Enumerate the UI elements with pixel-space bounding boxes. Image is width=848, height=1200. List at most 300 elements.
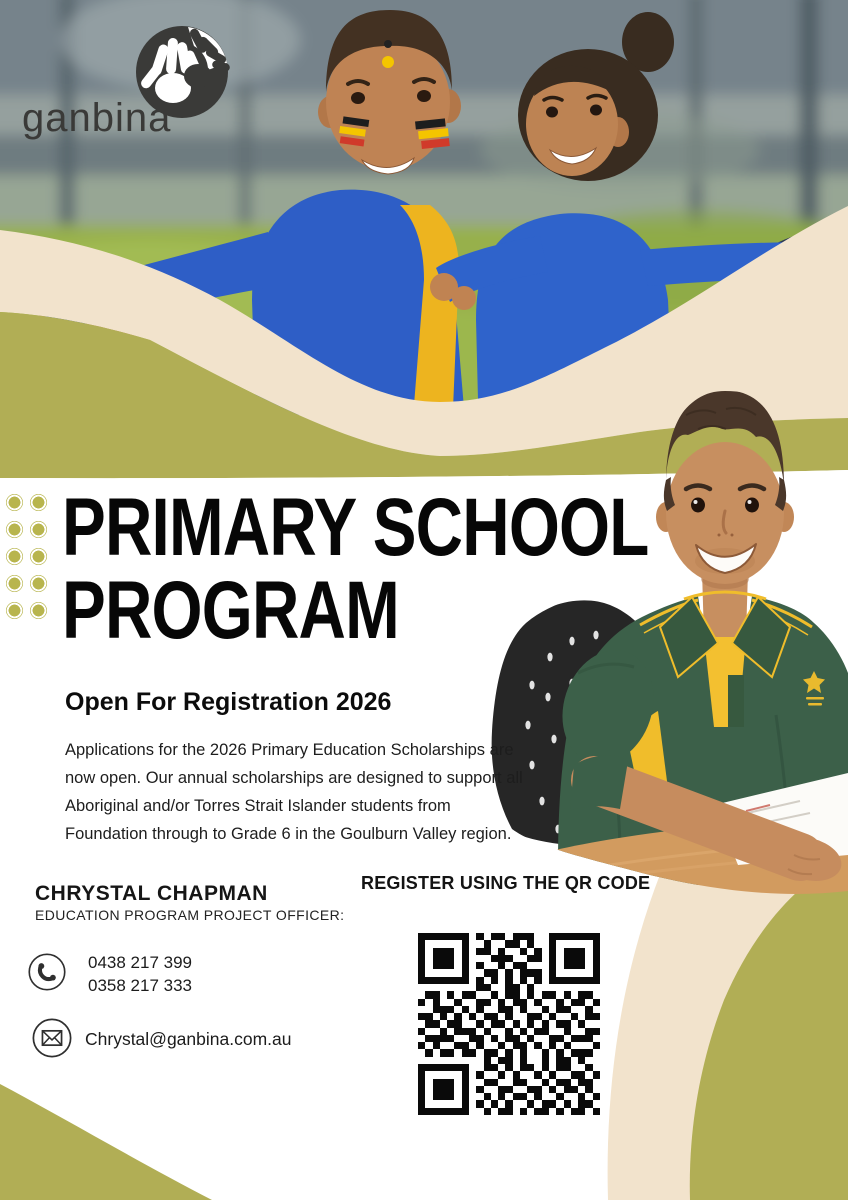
qr-module <box>513 1042 520 1049</box>
qr-module <box>447 1049 454 1056</box>
qr-module <box>593 991 600 998</box>
qr-module <box>491 1020 498 1027</box>
accent-dot <box>30 521 47 538</box>
qr-label: REGISTER USING THE QR CODE <box>361 873 651 893</box>
qr-module <box>549 948 556 955</box>
qr-module <box>571 984 578 991</box>
qr-module <box>593 1013 600 1020</box>
qr-module <box>476 1057 483 1064</box>
qr-module <box>527 984 534 991</box>
qr-module <box>425 1057 432 1064</box>
qr-module <box>498 1108 505 1115</box>
accent-dot <box>6 575 23 592</box>
qr-module <box>571 1028 578 1035</box>
qr-module <box>578 1086 585 1093</box>
accent-dot <box>30 548 47 565</box>
qr-module <box>585 1020 592 1027</box>
qr-module <box>593 1064 600 1071</box>
qr-module <box>498 969 505 976</box>
qr-module <box>476 999 483 1006</box>
qr-module <box>447 1071 454 1078</box>
qr-module <box>593 1057 600 1064</box>
qr-module <box>556 1049 563 1056</box>
qr-module <box>593 1049 600 1056</box>
qr-module <box>585 955 592 962</box>
accent-dot <box>6 494 23 511</box>
qr-module <box>542 1100 549 1107</box>
qr-module <box>549 1064 556 1071</box>
qr-module <box>549 984 556 991</box>
qr-module <box>433 1057 440 1064</box>
qr-module <box>484 962 491 969</box>
qr-module <box>476 969 483 976</box>
qr-module <box>542 1035 549 1042</box>
qr-module <box>571 977 578 984</box>
qr-module <box>469 1035 476 1042</box>
qr-module <box>520 1035 527 1042</box>
qr-module <box>564 1020 571 1027</box>
qr-module <box>462 1079 469 1086</box>
qr-module <box>549 1035 556 1042</box>
qr-module <box>534 1079 541 1086</box>
qr-module <box>513 984 520 991</box>
qr-module <box>447 999 454 1006</box>
qr-module <box>469 1049 476 1056</box>
page-title-line1: PRIMARY SCHOOL <box>62 482 649 573</box>
qr-module <box>571 1013 578 1020</box>
qr-module <box>418 1020 425 1027</box>
qr-module <box>484 1020 491 1027</box>
qr-module <box>425 1108 432 1115</box>
qr-module <box>542 1020 549 1027</box>
qr-module <box>571 1100 578 1107</box>
qr-module <box>520 999 527 1006</box>
qr-module <box>491 962 498 969</box>
qr-module <box>513 1079 520 1086</box>
qr-module <box>556 1064 563 1071</box>
qr-module <box>433 1086 440 1093</box>
qr-module <box>564 955 571 962</box>
qr-module <box>418 1086 425 1093</box>
qr-module <box>564 1108 571 1115</box>
qr-module <box>513 940 520 947</box>
qr-module <box>513 1071 520 1078</box>
qr-module <box>484 1049 491 1056</box>
qr-module <box>425 1020 432 1027</box>
qr-module <box>484 1071 491 1078</box>
qr-module <box>542 1028 549 1035</box>
qr-module <box>498 1100 505 1107</box>
qr-module <box>469 969 476 976</box>
qr-module <box>505 1035 512 1042</box>
qr-module <box>454 1049 461 1056</box>
contact-name: CHRYSTAL CHAPMAN <box>35 882 268 905</box>
accent-dot <box>6 521 23 538</box>
qr-module <box>564 1064 571 1071</box>
qr-module <box>418 1013 425 1020</box>
qr-module <box>469 977 476 984</box>
qr-module <box>542 962 549 969</box>
qr-module <box>513 977 520 984</box>
qr-module <box>462 1035 469 1042</box>
qr-module <box>585 940 592 947</box>
qr-module <box>418 1035 425 1042</box>
qr-module <box>534 969 541 976</box>
qr-module <box>447 984 454 991</box>
qr-module <box>513 999 520 1006</box>
qr-code <box>418 933 600 1115</box>
qr-module <box>454 1042 461 1049</box>
qr-module <box>578 1006 585 1013</box>
qr-module <box>505 1028 512 1035</box>
qr-module <box>549 1071 556 1078</box>
qr-module <box>520 955 527 962</box>
qr-module <box>571 991 578 998</box>
qr-module <box>585 1079 592 1086</box>
qr-module <box>542 933 549 940</box>
qr-module <box>498 1093 505 1100</box>
qr-module <box>571 999 578 1006</box>
qr-module <box>571 1042 578 1049</box>
qr-module <box>447 1028 454 1035</box>
qr-module <box>462 984 469 991</box>
qr-module <box>433 984 440 991</box>
qr-module <box>578 940 585 947</box>
qr-module <box>498 1057 505 1064</box>
qr-module <box>447 1100 454 1107</box>
qr-module <box>491 1057 498 1064</box>
qr-module <box>513 969 520 976</box>
qr-module <box>440 999 447 1006</box>
qr-module <box>484 1064 491 1071</box>
qr-module <box>571 933 578 940</box>
qr-module <box>418 955 425 962</box>
qr-module <box>527 1064 534 1071</box>
qr-module <box>505 1020 512 1027</box>
qr-module <box>520 1108 527 1115</box>
qr-module <box>564 1006 571 1013</box>
qr-module <box>454 984 461 991</box>
qr-module <box>549 1020 556 1027</box>
qr-module <box>542 984 549 991</box>
qr-module <box>484 955 491 962</box>
qr-module <box>542 1013 549 1020</box>
qr-module <box>549 933 556 940</box>
qr-module <box>542 1071 549 1078</box>
qr-module <box>476 955 483 962</box>
qr-module <box>433 1035 440 1042</box>
qr-module <box>418 977 425 984</box>
qr-module <box>556 1013 563 1020</box>
qr-module <box>440 984 447 991</box>
qr-module <box>462 955 469 962</box>
qr-module <box>564 1079 571 1086</box>
qr-module <box>433 1013 440 1020</box>
qr-module <box>418 962 425 969</box>
qr-module <box>433 933 440 940</box>
qr-module <box>534 1064 541 1071</box>
qr-module <box>447 962 454 969</box>
qr-module <box>454 1028 461 1035</box>
qr-module <box>440 1035 447 1042</box>
qr-module <box>593 940 600 947</box>
qr-module <box>462 962 469 969</box>
qr-module <box>534 977 541 984</box>
qr-module <box>462 991 469 998</box>
qr-module <box>476 1079 483 1086</box>
qr-module <box>520 977 527 984</box>
qr-module <box>578 1057 585 1064</box>
qr-module <box>564 933 571 940</box>
qr-module <box>585 984 592 991</box>
qr-module <box>498 984 505 991</box>
qr-module <box>534 1100 541 1107</box>
qr-module <box>454 933 461 940</box>
qr-module <box>433 1028 440 1035</box>
qr-module <box>513 1035 520 1042</box>
phone-row <box>27 952 67 992</box>
qr-module <box>491 1042 498 1049</box>
qr-module <box>520 1079 527 1086</box>
qr-module <box>462 940 469 947</box>
qr-module <box>505 1100 512 1107</box>
qr-module <box>571 948 578 955</box>
qr-module <box>520 1020 527 1027</box>
email-address: Chrystal@ganbina.com.au <box>85 1029 292 1049</box>
qr-module <box>534 1013 541 1020</box>
qr-module <box>578 955 585 962</box>
qr-module <box>513 933 520 940</box>
qr-module <box>447 977 454 984</box>
qr-module <box>418 1100 425 1107</box>
qr-module <box>440 991 447 998</box>
qr-module <box>469 1020 476 1027</box>
qr-module <box>593 948 600 955</box>
qr-module <box>520 962 527 969</box>
qr-module <box>527 991 534 998</box>
qr-module <box>484 1093 491 1100</box>
qr-module <box>476 1100 483 1107</box>
qr-module <box>520 948 527 955</box>
qr-module <box>425 1086 432 1093</box>
qr-module <box>476 962 483 969</box>
qr-module <box>556 1079 563 1086</box>
qr-module <box>447 933 454 940</box>
qr-module <box>433 1064 440 1071</box>
qr-module <box>527 1013 534 1020</box>
qr-module <box>433 1108 440 1115</box>
qr-module <box>484 1035 491 1042</box>
qr-module <box>498 1020 505 1027</box>
qr-module <box>564 1086 571 1093</box>
qr-module <box>585 933 592 940</box>
qr-module <box>425 1093 432 1100</box>
phone-numbers <box>88 951 192 997</box>
qr-module <box>542 1108 549 1115</box>
qr-module <box>585 969 592 976</box>
qr-module <box>418 991 425 998</box>
qr-module <box>571 1049 578 1056</box>
qr-module <box>454 999 461 1006</box>
qr-module <box>585 1042 592 1049</box>
qr-module <box>433 1020 440 1027</box>
qr-module <box>534 999 541 1006</box>
qr-module <box>534 1006 541 1013</box>
qr-module <box>418 1071 425 1078</box>
qr-module <box>505 999 512 1006</box>
qr-module <box>585 1086 592 1093</box>
qr-module <box>498 948 505 955</box>
dot-grid <box>6 494 47 619</box>
qr-module <box>520 1006 527 1013</box>
qr-module <box>571 1006 578 1013</box>
qr-module <box>520 1057 527 1064</box>
qr-module <box>513 1028 520 1035</box>
qr-module <box>578 984 585 991</box>
qr-module <box>505 1071 512 1078</box>
qr-module <box>469 1108 476 1115</box>
qr-module <box>440 1071 447 1078</box>
qr-module <box>513 1006 520 1013</box>
qr-module <box>556 1086 563 1093</box>
qr-module <box>418 999 425 1006</box>
qr-module <box>476 933 483 940</box>
registration-body: Applications for the 2026 Primary Education Scholarships are now open. Our annual scholarships are designed to support all Aboriginal and/or Torres Strait Islander students from Foundation through to Grade 6 in the Goulburn Valley region. <box>65 741 523 843</box>
qr-module <box>447 1086 454 1093</box>
qr-module <box>542 991 549 998</box>
qr-module <box>571 1108 578 1115</box>
qr-module <box>564 962 571 969</box>
qr-module <box>578 999 585 1006</box>
qr-module <box>440 977 447 984</box>
qr-module <box>447 969 454 976</box>
qr-module <box>505 977 512 984</box>
qr-module <box>505 1079 512 1086</box>
qr-module <box>476 1108 483 1115</box>
qr-module <box>425 991 432 998</box>
qr-module <box>513 948 520 955</box>
qr-module <box>585 1049 592 1056</box>
qr-module <box>520 1100 527 1107</box>
qr-module <box>484 969 491 976</box>
qr-module <box>571 1071 578 1078</box>
qr-module <box>462 1013 469 1020</box>
qr-module <box>425 1006 432 1013</box>
qr-module <box>491 991 498 998</box>
qr-module <box>556 1028 563 1035</box>
qr-module <box>542 1064 549 1071</box>
qr-module <box>527 1108 534 1115</box>
qr-module <box>549 1013 556 1020</box>
qr-module <box>476 940 483 947</box>
phone-number-2: 0358 217 333 <box>88 976 192 995</box>
qr-module <box>564 1035 571 1042</box>
qr-module <box>520 1028 527 1035</box>
qr-module <box>513 1100 520 1107</box>
qr-module <box>534 1093 541 1100</box>
qr-module <box>585 1006 592 1013</box>
qr-module <box>484 991 491 998</box>
qr-module <box>571 969 578 976</box>
qr-module <box>534 940 541 947</box>
qr-module <box>447 955 454 962</box>
qr-module <box>498 1049 505 1056</box>
qr-module <box>476 948 483 955</box>
qr-module <box>549 940 556 947</box>
qr-module <box>462 1100 469 1107</box>
qr-module <box>484 1057 491 1064</box>
qr-module <box>505 1086 512 1093</box>
qr-module <box>505 1108 512 1115</box>
qr-module <box>498 991 505 998</box>
qr-module <box>447 991 454 998</box>
qr-module <box>462 1057 469 1064</box>
qr-module <box>505 955 512 962</box>
qr-module <box>469 1028 476 1035</box>
qr-module <box>462 1042 469 1049</box>
qr-module <box>556 1093 563 1100</box>
qr-module <box>527 1093 534 1100</box>
qr-module <box>418 933 425 940</box>
qr-module <box>491 1071 498 1078</box>
qr-module <box>534 1020 541 1027</box>
qr-module <box>462 999 469 1006</box>
qr-module <box>549 1028 556 1035</box>
qr-module <box>556 1057 563 1064</box>
qr-module <box>433 962 440 969</box>
qr-module <box>585 962 592 969</box>
qr-module <box>513 1049 520 1056</box>
qr-module <box>593 1100 600 1107</box>
qr-module <box>564 977 571 984</box>
qr-module <box>520 1071 527 1078</box>
qr-module <box>564 1028 571 1035</box>
qr-module <box>505 1049 512 1056</box>
qr-module <box>549 969 556 976</box>
qr-module <box>462 1093 469 1100</box>
qr-module <box>534 991 541 998</box>
qr-module <box>593 1028 600 1035</box>
qr-module <box>527 1079 534 1086</box>
qr-module <box>564 1093 571 1100</box>
qr-module <box>469 1086 476 1093</box>
qr-module <box>462 969 469 976</box>
qr-module <box>593 933 600 940</box>
qr-module <box>425 940 432 947</box>
qr-module <box>418 1006 425 1013</box>
qr-module <box>564 1071 571 1078</box>
qr-module <box>556 1100 563 1107</box>
qr-module <box>484 1100 491 1107</box>
qr-module <box>585 1064 592 1071</box>
page-title-line2: PROGRAM <box>62 565 399 656</box>
qr-module <box>534 1049 541 1056</box>
bottom-left-olive-wedge <box>0 1084 212 1200</box>
qr-module <box>549 1086 556 1093</box>
qr-module <box>505 969 512 976</box>
qr-module <box>578 962 585 969</box>
qr-module <box>534 1057 541 1064</box>
qr-module <box>593 969 600 976</box>
qr-module <box>454 1071 461 1078</box>
qr-module <box>484 1042 491 1049</box>
qr-module <box>571 1093 578 1100</box>
qr-module <box>556 1020 563 1027</box>
qr-module <box>564 969 571 976</box>
qr-module <box>440 1064 447 1071</box>
qr-module <box>440 933 447 940</box>
qr-module <box>440 1013 447 1020</box>
